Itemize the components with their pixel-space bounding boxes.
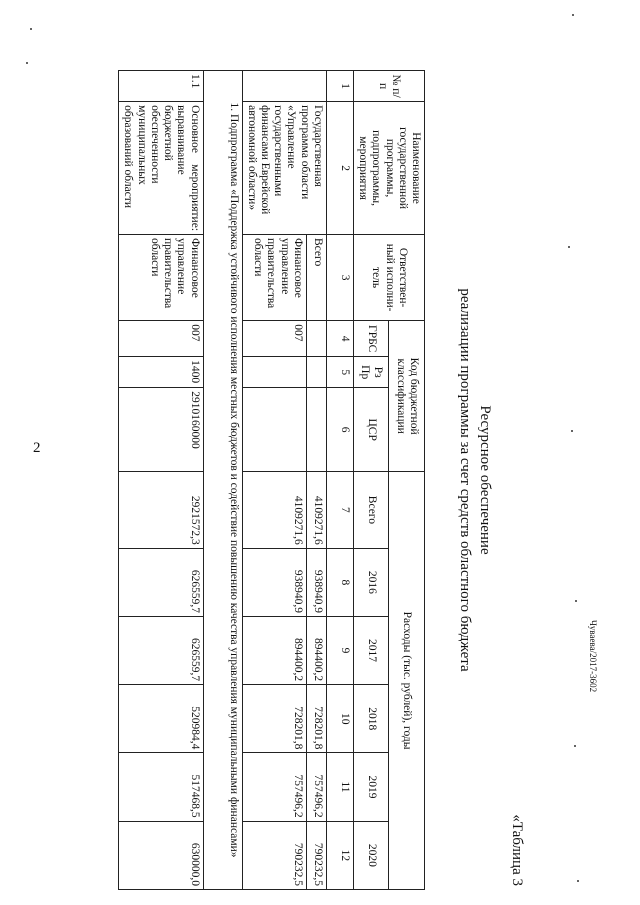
program-year-value: 728201,8 — [306, 685, 326, 753]
measure-year-value: 630000,0 — [119, 821, 203, 889]
program-year-value: 894400,2 — [306, 616, 326, 684]
column-number: 1 — [326, 71, 353, 102]
program-exec-year-value: 790232,5 — [242, 821, 306, 889]
column-number: 7 — [326, 472, 353, 549]
column-number: 8 — [326, 548, 353, 616]
header-year: 2020 — [353, 821, 389, 889]
doc-title: Ресурсное обеспечение — [477, 405, 493, 555]
program-year-value: 938940,9 — [306, 548, 326, 616]
header-num: № п/п — [353, 71, 424, 102]
measure-year-value: 626559,7 — [119, 616, 203, 684]
program-year-value: 757496,2 — [306, 753, 326, 821]
empty-cell — [306, 357, 326, 388]
header-year: 2017 — [353, 616, 389, 684]
subprogram-row — [203, 71, 242, 890]
measure-name: Основное мероприятие: выравнивание бюджетной обеспеченности муниципальных образований области — [119, 102, 203, 235]
rotated-page-content — [122, 70, 525, 890]
header-name: Наименование государственной программы, подпрограммы, мероприятия — [353, 102, 424, 235]
measure-year-value: 517468,5 — [119, 753, 203, 821]
program-total-row — [306, 71, 326, 890]
program-exec-total: 4109271,6 — [242, 472, 306, 549]
doc-subtitle: реализации программы за счет средств областного бюджета — [457, 288, 473, 672]
measure-grbs: 007 — [119, 321, 203, 357]
program-exec-year-value: 894400,2 — [242, 616, 306, 684]
column-number: 2 — [326, 102, 353, 235]
header-year: 2019 — [353, 753, 389, 821]
footer-code: Чуваева/2017-3602 — [588, 620, 598, 693]
empty-cell — [306, 321, 326, 357]
measure-total: 2921572,3 — [119, 472, 203, 549]
column-number: 4 — [326, 321, 353, 357]
measure-csr: 2910160000 — [119, 388, 203, 472]
header-rzpr: Рз Пр — [353, 357, 389, 388]
measure-year-value: 626559,7 — [119, 548, 203, 616]
program-exec-year-value: 728201,8 — [242, 685, 306, 753]
program-executor: Финансовое управление правительства области — [242, 235, 306, 321]
program-grbs: 007 — [242, 321, 306, 357]
empty-cell — [242, 388, 306, 472]
measure-rzpr: 1400 — [119, 357, 203, 388]
column-number: 5 — [326, 357, 353, 388]
resource-table — [118, 70, 425, 890]
program-year-value: 790232,5 — [306, 821, 326, 889]
header-year: 2016 — [353, 548, 389, 616]
column-number-row — [326, 71, 353, 890]
program-exec-year-value: 938940,9 — [242, 548, 306, 616]
column-number: 3 — [326, 235, 353, 321]
program-exec-year-value: 757496,2 — [242, 753, 306, 821]
column-number: 9 — [326, 616, 353, 684]
empty-cell — [242, 357, 306, 388]
measure-year-value: 520984,4 — [119, 685, 203, 753]
header-row — [389, 71, 425, 890]
page-number: 2 — [33, 440, 41, 456]
table-label: «Таблица 3 — [509, 814, 525, 886]
header-budget-code: Код бюджетной классификации — [389, 321, 425, 472]
column-number: 12 — [326, 821, 353, 889]
header-csr: ЦСР — [353, 388, 389, 472]
empty-cell — [306, 388, 326, 472]
header-year: 2018 — [353, 685, 389, 753]
program-num-cell — [242, 71, 326, 102]
column-number: 11 — [326, 753, 353, 821]
program-total: 4109271,6 — [306, 472, 326, 549]
header-expenses: Расходы (тыс. рублей), годы — [389, 472, 425, 890]
header-grbs: ГРБС — [353, 321, 389, 357]
program-executor-total: Всего — [306, 235, 326, 321]
measure-row — [119, 71, 203, 890]
subprogram-title: 1. Подпрограмма «Поддержка устойчивого исполнения местных бюджетов и содействие повышению качества управления муниципальными финансами» — [203, 71, 242, 890]
measure-num: 1.1 — [119, 71, 203, 102]
column-number: 6 — [326, 388, 353, 472]
header-total: Всего — [353, 472, 389, 549]
measure-executor: Финансовое управление правительства области — [119, 235, 203, 321]
column-number: 10 — [326, 685, 353, 753]
header-executor: Ответствен-ный исполни-тель — [353, 235, 424, 321]
program-name: Государственная программа области «Управление государственными финансами Еврейской автономной области» — [242, 102, 326, 235]
